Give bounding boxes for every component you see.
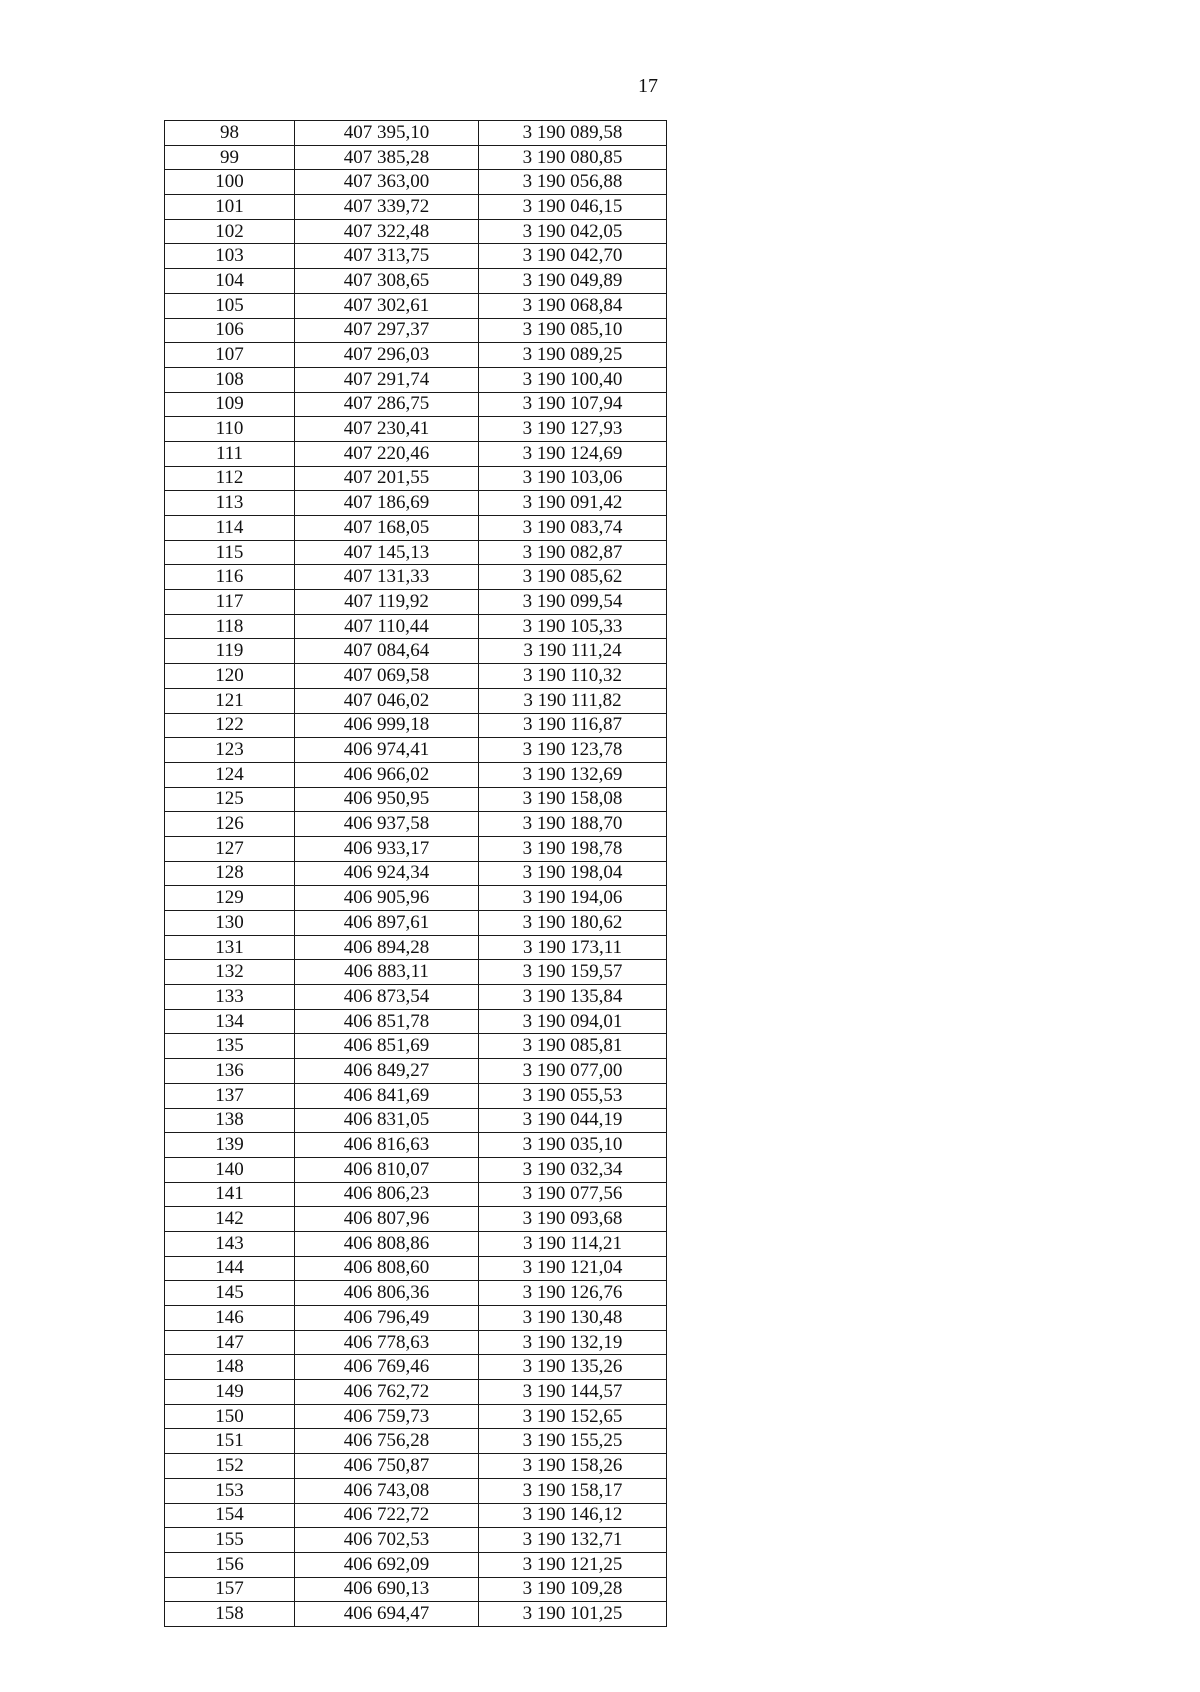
table-row (165, 614, 667, 639)
x-coordinate-cell: 407 201,55 (295, 466, 479, 491)
table-row (165, 1182, 667, 1207)
table-row (165, 516, 667, 541)
point-number-cell: 137 (165, 1083, 295, 1108)
y-coordinate-cell: 3 190 158,26 (479, 1454, 667, 1479)
x-coordinate-cell: 406 750,87 (295, 1454, 479, 1479)
table-row (165, 1330, 667, 1355)
table-row (165, 1478, 667, 1503)
table-row (165, 762, 667, 787)
point-number-cell: 123 (165, 738, 295, 763)
table-row (165, 565, 667, 590)
point-number-cell: 148 (165, 1355, 295, 1380)
table-row (165, 441, 667, 466)
point-number-cell: 101 (165, 195, 295, 220)
point-number-cell: 107 (165, 343, 295, 368)
table-row (165, 1157, 667, 1182)
table-row (165, 812, 667, 837)
y-coordinate-cell: 3 190 110,32 (479, 664, 667, 689)
point-number-cell: 152 (165, 1454, 295, 1479)
table-row (165, 1380, 667, 1405)
point-number-cell: 100 (165, 170, 295, 195)
table-row (165, 886, 667, 911)
y-coordinate-cell: 3 190 080,85 (479, 145, 667, 170)
y-coordinate-cell: 3 190 155,25 (479, 1429, 667, 1454)
y-coordinate-cell: 3 190 126,76 (479, 1281, 667, 1306)
x-coordinate-cell: 407 291,74 (295, 367, 479, 392)
x-coordinate-cell: 407 296,03 (295, 343, 479, 368)
x-coordinate-cell: 407 110,44 (295, 614, 479, 639)
point-number-cell: 116 (165, 565, 295, 590)
table-row (165, 1059, 667, 1084)
y-coordinate-cell: 3 190 042,05 (479, 219, 667, 244)
y-coordinate-cell: 3 190 082,87 (479, 540, 667, 565)
x-coordinate-cell: 407 286,75 (295, 392, 479, 417)
y-coordinate-cell: 3 190 111,24 (479, 639, 667, 664)
coordinates-table-body (165, 121, 667, 1627)
x-coordinate-cell: 406 806,36 (295, 1281, 479, 1306)
point-number-cell: 119 (165, 639, 295, 664)
y-coordinate-cell: 3 190 144,57 (479, 1380, 667, 1405)
point-number-cell: 118 (165, 614, 295, 639)
x-coordinate-cell: 406 999,18 (295, 713, 479, 738)
point-number-cell: 112 (165, 466, 295, 491)
point-number-cell: 117 (165, 590, 295, 615)
point-number-cell: 126 (165, 812, 295, 837)
point-number-cell: 155 (165, 1528, 295, 1553)
y-coordinate-cell: 3 190 042,70 (479, 244, 667, 269)
table-row (165, 1602, 667, 1627)
y-coordinate-cell: 3 190 194,06 (479, 886, 667, 911)
table-row (165, 1552, 667, 1577)
point-number-cell: 133 (165, 985, 295, 1010)
point-number-cell: 136 (165, 1059, 295, 1084)
point-number-cell: 114 (165, 516, 295, 541)
x-coordinate-cell: 406 933,17 (295, 836, 479, 861)
point-number-cell: 120 (165, 664, 295, 689)
y-coordinate-cell: 3 190 046,15 (479, 195, 667, 220)
x-coordinate-cell: 406 849,27 (295, 1059, 479, 1084)
x-coordinate-cell: 406 831,05 (295, 1108, 479, 1133)
y-coordinate-cell: 3 190 152,65 (479, 1404, 667, 1429)
y-coordinate-cell: 3 190 135,84 (479, 985, 667, 1010)
table-row (165, 219, 667, 244)
table-row (165, 639, 667, 664)
y-coordinate-cell: 3 190 032,34 (479, 1157, 667, 1182)
table-row (165, 244, 667, 269)
table-row (165, 540, 667, 565)
x-coordinate-cell: 406 778,63 (295, 1330, 479, 1355)
x-coordinate-cell: 407 395,10 (295, 121, 479, 146)
x-coordinate-cell: 407 046,02 (295, 688, 479, 713)
table-row (165, 195, 667, 220)
x-coordinate-cell: 406 894,28 (295, 935, 479, 960)
y-coordinate-cell: 3 190 056,88 (479, 170, 667, 195)
point-number-cell: 104 (165, 269, 295, 294)
x-coordinate-cell: 406 796,49 (295, 1306, 479, 1331)
table-row (165, 269, 667, 294)
y-coordinate-cell: 3 190 198,04 (479, 861, 667, 886)
point-number-cell: 110 (165, 417, 295, 442)
table-row (165, 1108, 667, 1133)
point-number-cell: 106 (165, 318, 295, 343)
table-row (165, 1306, 667, 1331)
table-row (165, 367, 667, 392)
table-row (165, 960, 667, 985)
point-number-cell: 108 (165, 367, 295, 392)
x-coordinate-cell: 406 808,60 (295, 1256, 479, 1281)
point-number-cell: 109 (165, 392, 295, 417)
x-coordinate-cell: 407 131,33 (295, 565, 479, 590)
table-row (165, 121, 667, 146)
table-row (165, 1207, 667, 1232)
x-coordinate-cell: 406 810,07 (295, 1157, 479, 1182)
table-row (165, 293, 667, 318)
point-number-cell: 147 (165, 1330, 295, 1355)
x-coordinate-cell: 406 692,09 (295, 1552, 479, 1577)
x-coordinate-cell: 406 897,61 (295, 911, 479, 936)
point-number-cell: 105 (165, 293, 295, 318)
y-coordinate-cell: 3 190 035,10 (479, 1133, 667, 1158)
table-row (165, 318, 667, 343)
point-number-cell: 154 (165, 1503, 295, 1528)
y-coordinate-cell: 3 190 100,40 (479, 367, 667, 392)
point-number-cell: 113 (165, 491, 295, 516)
y-coordinate-cell: 3 190 094,01 (479, 1009, 667, 1034)
x-coordinate-cell: 406 808,86 (295, 1231, 479, 1256)
point-number-cell: 128 (165, 861, 295, 886)
table-row (165, 1009, 667, 1034)
table-row (165, 935, 667, 960)
x-coordinate-cell: 406 756,28 (295, 1429, 479, 1454)
y-coordinate-cell: 3 190 173,11 (479, 935, 667, 960)
x-coordinate-cell: 406 905,96 (295, 886, 479, 911)
y-coordinate-cell: 3 190 044,19 (479, 1108, 667, 1133)
point-number-cell: 129 (165, 886, 295, 911)
table-row (165, 985, 667, 1010)
table-row (165, 787, 667, 812)
y-coordinate-cell: 3 190 068,84 (479, 293, 667, 318)
x-coordinate-cell: 407 302,61 (295, 293, 479, 318)
point-number-cell: 146 (165, 1306, 295, 1331)
y-coordinate-cell: 3 190 077,56 (479, 1182, 667, 1207)
x-coordinate-cell: 407 168,05 (295, 516, 479, 541)
x-coordinate-cell: 407 230,41 (295, 417, 479, 442)
x-coordinate-cell: 407 220,46 (295, 441, 479, 466)
table-row (165, 861, 667, 886)
point-number-cell: 144 (165, 1256, 295, 1281)
table-row (165, 713, 667, 738)
point-number-cell: 134 (165, 1009, 295, 1034)
point-number-cell: 99 (165, 145, 295, 170)
x-coordinate-cell: 407 145,13 (295, 540, 479, 565)
y-coordinate-cell: 3 190 124,69 (479, 441, 667, 466)
table-row (165, 836, 667, 861)
table-row (165, 664, 667, 689)
x-coordinate-cell: 406 690,13 (295, 1577, 479, 1602)
table-row (165, 911, 667, 936)
y-coordinate-cell: 3 190 116,87 (479, 713, 667, 738)
point-number-cell: 138 (165, 1108, 295, 1133)
y-coordinate-cell: 3 190 099,54 (479, 590, 667, 615)
y-coordinate-cell: 3 190 089,25 (479, 343, 667, 368)
x-coordinate-cell: 406 851,69 (295, 1034, 479, 1059)
x-coordinate-cell: 406 759,73 (295, 1404, 479, 1429)
y-coordinate-cell: 3 190 130,48 (479, 1306, 667, 1331)
table-row (165, 1429, 667, 1454)
table-row (165, 1528, 667, 1553)
table-row (165, 145, 667, 170)
x-coordinate-cell: 407 308,65 (295, 269, 479, 294)
y-coordinate-cell: 3 190 132,69 (479, 762, 667, 787)
point-number-cell: 125 (165, 787, 295, 812)
point-number-cell: 153 (165, 1478, 295, 1503)
x-coordinate-cell: 407 322,48 (295, 219, 479, 244)
x-coordinate-cell: 406 873,54 (295, 985, 479, 1010)
point-number-cell: 127 (165, 836, 295, 861)
x-coordinate-cell: 406 950,95 (295, 787, 479, 812)
table-row (165, 1404, 667, 1429)
y-coordinate-cell: 3 190 132,19 (479, 1330, 667, 1355)
coordinates-table (164, 120, 667, 1627)
point-number-cell: 145 (165, 1281, 295, 1306)
y-coordinate-cell: 3 190 123,78 (479, 738, 667, 763)
point-number-cell: 142 (165, 1207, 295, 1232)
table-row (165, 1133, 667, 1158)
table-row (165, 738, 667, 763)
table-row (165, 1503, 667, 1528)
y-coordinate-cell: 3 190 127,93 (479, 417, 667, 442)
point-number-cell: 130 (165, 911, 295, 936)
point-number-cell: 111 (165, 441, 295, 466)
y-coordinate-cell: 3 190 114,21 (479, 1231, 667, 1256)
point-number-cell: 122 (165, 713, 295, 738)
table-row (165, 170, 667, 195)
page-number: 17 (638, 75, 658, 97)
x-coordinate-cell: 407 297,37 (295, 318, 479, 343)
y-coordinate-cell: 3 190 105,33 (479, 614, 667, 639)
table-row (165, 1355, 667, 1380)
point-number-cell: 121 (165, 688, 295, 713)
point-number-cell: 124 (165, 762, 295, 787)
y-coordinate-cell: 3 190 055,53 (479, 1083, 667, 1108)
x-coordinate-cell: 406 769,46 (295, 1355, 479, 1380)
x-coordinate-cell: 406 816,63 (295, 1133, 479, 1158)
y-coordinate-cell: 3 190 083,74 (479, 516, 667, 541)
point-number-cell: 132 (165, 960, 295, 985)
point-number-cell: 102 (165, 219, 295, 244)
point-number-cell: 141 (165, 1182, 295, 1207)
table-row (165, 392, 667, 417)
y-coordinate-cell: 3 190 101,25 (479, 1602, 667, 1627)
x-coordinate-cell: 406 694,47 (295, 1602, 479, 1627)
x-coordinate-cell: 406 807,96 (295, 1207, 479, 1232)
table-row (165, 417, 667, 442)
x-coordinate-cell: 407 339,72 (295, 195, 479, 220)
y-coordinate-cell: 3 190 121,04 (479, 1256, 667, 1281)
y-coordinate-cell: 3 190 188,70 (479, 812, 667, 837)
point-number-cell: 143 (165, 1231, 295, 1256)
y-coordinate-cell: 3 190 198,78 (479, 836, 667, 861)
x-coordinate-cell: 407 186,69 (295, 491, 479, 516)
point-number-cell: 131 (165, 935, 295, 960)
y-coordinate-cell: 3 190 109,28 (479, 1577, 667, 1602)
point-number-cell: 156 (165, 1552, 295, 1577)
y-coordinate-cell: 3 190 107,94 (479, 392, 667, 417)
point-number-cell: 103 (165, 244, 295, 269)
table-row (165, 1454, 667, 1479)
x-coordinate-cell: 406 883,11 (295, 960, 479, 985)
x-coordinate-cell: 407 313,75 (295, 244, 479, 269)
table-row (165, 1577, 667, 1602)
x-coordinate-cell: 406 841,69 (295, 1083, 479, 1108)
y-coordinate-cell: 3 190 093,68 (479, 1207, 667, 1232)
x-coordinate-cell: 407 119,92 (295, 590, 479, 615)
y-coordinate-cell: 3 190 158,17 (479, 1478, 667, 1503)
y-coordinate-cell: 3 190 132,71 (479, 1528, 667, 1553)
y-coordinate-cell: 3 190 121,25 (479, 1552, 667, 1577)
table-row (165, 491, 667, 516)
table-row (165, 1256, 667, 1281)
y-coordinate-cell: 3 190 159,57 (479, 960, 667, 985)
table-row (165, 688, 667, 713)
x-coordinate-cell: 406 937,58 (295, 812, 479, 837)
x-coordinate-cell: 406 966,02 (295, 762, 479, 787)
point-number-cell: 98 (165, 121, 295, 146)
y-coordinate-cell: 3 190 146,12 (479, 1503, 667, 1528)
x-coordinate-cell: 406 743,08 (295, 1478, 479, 1503)
y-coordinate-cell: 3 190 085,62 (479, 565, 667, 590)
table-row (165, 1083, 667, 1108)
x-coordinate-cell: 406 851,78 (295, 1009, 479, 1034)
x-coordinate-cell: 406 722,72 (295, 1503, 479, 1528)
x-coordinate-cell: 406 974,41 (295, 738, 479, 763)
point-number-cell: 151 (165, 1429, 295, 1454)
y-coordinate-cell: 3 190 158,08 (479, 787, 667, 812)
y-coordinate-cell: 3 190 103,06 (479, 466, 667, 491)
x-coordinate-cell: 407 363,00 (295, 170, 479, 195)
x-coordinate-cell: 407 084,64 (295, 639, 479, 664)
point-number-cell: 157 (165, 1577, 295, 1602)
table-row (165, 1231, 667, 1256)
y-coordinate-cell: 3 190 135,26 (479, 1355, 667, 1380)
point-number-cell: 149 (165, 1380, 295, 1405)
point-number-cell: 150 (165, 1404, 295, 1429)
x-coordinate-cell: 406 806,23 (295, 1182, 479, 1207)
y-coordinate-cell: 3 190 085,10 (479, 318, 667, 343)
y-coordinate-cell: 3 190 180,62 (479, 911, 667, 936)
x-coordinate-cell: 407 069,58 (295, 664, 479, 689)
x-coordinate-cell: 406 924,34 (295, 861, 479, 886)
table-row (165, 1034, 667, 1059)
x-coordinate-cell: 406 762,72 (295, 1380, 479, 1405)
y-coordinate-cell: 3 190 091,42 (479, 491, 667, 516)
table-row (165, 466, 667, 491)
point-number-cell: 115 (165, 540, 295, 565)
y-coordinate-cell: 3 190 077,00 (479, 1059, 667, 1084)
y-coordinate-cell: 3 190 049,89 (479, 269, 667, 294)
point-number-cell: 139 (165, 1133, 295, 1158)
x-coordinate-cell: 406 702,53 (295, 1528, 479, 1553)
point-number-cell: 140 (165, 1157, 295, 1182)
x-coordinate-cell: 407 385,28 (295, 145, 479, 170)
point-number-cell: 135 (165, 1034, 295, 1059)
y-coordinate-cell: 3 190 089,58 (479, 121, 667, 146)
y-coordinate-cell: 3 190 085,81 (479, 1034, 667, 1059)
table-row (165, 343, 667, 368)
table-row (165, 1281, 667, 1306)
point-number-cell: 158 (165, 1602, 295, 1627)
table-row (165, 590, 667, 615)
y-coordinate-cell: 3 190 111,82 (479, 688, 667, 713)
